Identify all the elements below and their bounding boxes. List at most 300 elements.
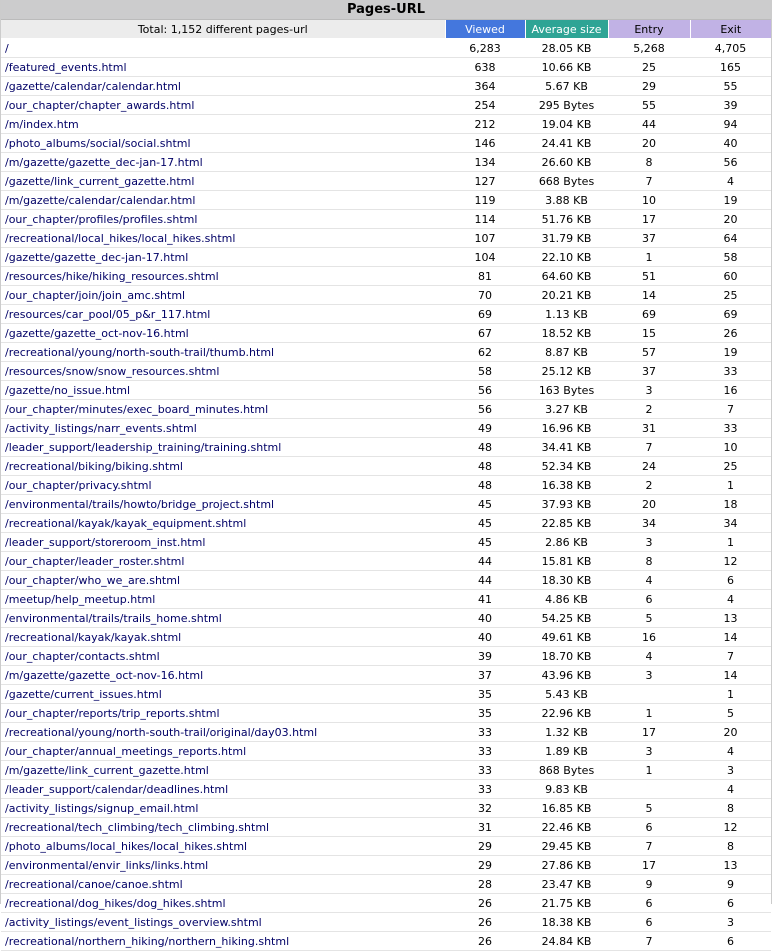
average-size-cell: 27.86 KB: [525, 856, 608, 875]
viewed-cell: 31: [445, 818, 525, 837]
viewed-column-header: Viewed: [445, 20, 525, 39]
total-pages-header: Total: 1,152 different pages-url: [1, 20, 445, 39]
entry-cell: 20: [608, 134, 690, 153]
average-size-cell: 24.41 KB: [525, 134, 608, 153]
page-url-link[interactable]: /environmental/trails/howto/bridge_project.shtml: [5, 497, 275, 511]
viewed-cell: 48: [445, 457, 525, 476]
table-row: [1, 115, 771, 134]
entry-column-header: Entry: [608, 20, 690, 39]
viewed-cell: 254: [445, 96, 525, 115]
entry-cell: 69: [608, 305, 690, 324]
entry-cell: 3: [608, 381, 690, 400]
table-row: [1, 267, 771, 286]
page-url-link[interactable]: /our_chapter/leader_roster.shtml: [5, 554, 185, 568]
average-size-cell: 22.96 KB: [525, 704, 608, 723]
table-row: [1, 134, 771, 153]
average-size-cell: 19.04 KB: [525, 115, 608, 134]
entry-cell: 7: [608, 932, 690, 951]
entry-cell: 2: [608, 400, 690, 419]
entry-cell: 4: [608, 647, 690, 666]
exit-cell: 14: [690, 628, 771, 647]
entry-cell: 37: [608, 229, 690, 248]
viewed-cell: 104: [445, 248, 525, 267]
page-url-link[interactable]: /gazette/gazette_oct-nov-16.html: [5, 326, 189, 340]
viewed-cell: 33: [445, 723, 525, 742]
page-url-link[interactable]: /our_chapter/minutes/exec_board_minutes.html: [5, 402, 269, 416]
exit-cell: 6: [690, 932, 771, 951]
exit-cell: 26: [690, 324, 771, 343]
page-url-link[interactable]: /environmental/trails/trails_home.shtml: [5, 611, 222, 625]
viewed-cell: 638: [445, 58, 525, 77]
entry-cell: 6: [608, 894, 690, 913]
entry-cell: 3: [608, 742, 690, 761]
entry-cell: 8: [608, 153, 690, 172]
page-url-cell: [1, 704, 445, 723]
table-row: [1, 96, 771, 115]
average-size-cell: 34.41 KB: [525, 438, 608, 457]
page-url-link[interactable]: /recreational/biking/biking.shtml: [5, 459, 183, 473]
average-size-cell: 18.52 KB: [525, 324, 608, 343]
page-url-link[interactable]: /m/gazette/link_current_gazette.html: [5, 763, 209, 777]
page-url-link[interactable]: /resources/hike/hiking_resources.shtml: [5, 269, 219, 283]
average-size-cell: 1.89 KB: [525, 742, 608, 761]
exit-cell: 20: [690, 723, 771, 742]
viewed-cell: 67: [445, 324, 525, 343]
average-size-cell: 163 Bytes: [525, 381, 608, 400]
pages-url-table: [1, 20, 771, 951]
table-body: [1, 39, 771, 951]
table-row: [1, 552, 771, 571]
viewed-cell: 134: [445, 153, 525, 172]
viewed-cell: 81: [445, 267, 525, 286]
table-row: [1, 704, 771, 723]
table-row: [1, 400, 771, 419]
table-row: [1, 799, 771, 818]
entry-cell: 3: [608, 666, 690, 685]
entry-cell: 7: [608, 438, 690, 457]
viewed-cell: 146: [445, 134, 525, 153]
table-row: [1, 419, 771, 438]
viewed-cell: 45: [445, 514, 525, 533]
viewed-cell: 364: [445, 77, 525, 96]
table-row: [1, 590, 771, 609]
table-row: [1, 932, 771, 951]
page-url-link[interactable]: /our_chapter/contacts.shtml: [5, 649, 160, 663]
table-row: [1, 723, 771, 742]
table-row: [1, 647, 771, 666]
page-url-cell: [1, 799, 445, 818]
page-url-link[interactable]: /recreational/kayak/kayak.shtml: [5, 630, 182, 644]
entry-cell: 17: [608, 856, 690, 875]
page-url-cell: [1, 153, 445, 172]
page-url-link[interactable]: /our_chapter/profiles/profiles.shtml: [5, 212, 198, 226]
average-size-cell: 18.70 KB: [525, 647, 608, 666]
table-row: [1, 913, 771, 932]
page-url-cell: [1, 134, 445, 153]
page-url-cell: [1, 191, 445, 210]
average-size-cell: 21.75 KB: [525, 894, 608, 913]
page-url-cell: [1, 761, 445, 780]
page-url-link[interactable]: /our_chapter/join/join_amc.shtml: [5, 288, 186, 302]
exit-cell: 69: [690, 305, 771, 324]
viewed-cell: 48: [445, 438, 525, 457]
exit-cell: 5: [690, 704, 771, 723]
entry-cell: 14: [608, 286, 690, 305]
average-size-cell: 4.86 KB: [525, 590, 608, 609]
entry-cell: 51: [608, 267, 690, 286]
table-row: [1, 742, 771, 761]
page-url-cell: [1, 267, 445, 286]
viewed-cell: 35: [445, 685, 525, 704]
average-size-cell: 29.45 KB: [525, 837, 608, 856]
exit-cell: 4,705: [690, 39, 771, 58]
entry-cell: 44: [608, 115, 690, 134]
average-size-cell: 22.46 KB: [525, 818, 608, 837]
table-row: [1, 818, 771, 837]
entry-cell: 55: [608, 96, 690, 115]
average-size-column-header: Average size: [525, 20, 608, 39]
page-url-link[interactable]: /leader_support/storeroom_inst.html: [5, 535, 206, 549]
average-size-cell: 3.27 KB: [525, 400, 608, 419]
page-url-cell: [1, 780, 445, 799]
average-size-cell: 2.86 KB: [525, 533, 608, 552]
entry-cell: 9: [608, 875, 690, 894]
viewed-cell: 119: [445, 191, 525, 210]
average-size-cell: 5.43 KB: [525, 685, 608, 704]
average-size-cell: 43.96 KB: [525, 666, 608, 685]
entry-cell: 10: [608, 191, 690, 210]
average-size-cell: 1.32 KB: [525, 723, 608, 742]
average-size-cell: 51.76 KB: [525, 210, 608, 229]
page-url-cell: [1, 590, 445, 609]
exit-cell: 34: [690, 514, 771, 533]
table-row: [1, 248, 771, 267]
page-url-cell: [1, 837, 445, 856]
average-size-cell: 25.12 KB: [525, 362, 608, 381]
page-url-cell: [1, 685, 445, 704]
entry-cell: [608, 780, 690, 799]
viewed-cell: 62: [445, 343, 525, 362]
entry-cell: 1: [608, 761, 690, 780]
page-url-link[interactable]: /recreational/kayak/kayak_equipment.shtml: [5, 516, 247, 530]
page-url-cell: [1, 856, 445, 875]
average-size-cell: 52.34 KB: [525, 457, 608, 476]
average-size-cell: 15.81 KB: [525, 552, 608, 571]
page-url-link[interactable]: /environmental/envir_links/links.html: [5, 858, 209, 872]
average-size-cell: 3.88 KB: [525, 191, 608, 210]
exit-cell: 4: [690, 172, 771, 191]
entry-cell: 2: [608, 476, 690, 495]
page-url-link[interactable]: /recreational/dog_hikes/dog_hikes.shtml: [5, 896, 226, 910]
average-size-cell: 22.10 KB: [525, 248, 608, 267]
page-url-link[interactable]: /recreational/tech_climbing/tech_climbing.shtml: [5, 820, 270, 834]
page-url-cell: [1, 362, 445, 381]
page-url-link[interactable]: /our_chapter/who_we_are.shtml: [5, 573, 181, 587]
average-size-cell: 28.05 KB: [525, 39, 608, 58]
page-url-cell: [1, 419, 445, 438]
exit-cell: 3: [690, 761, 771, 780]
page-url-cell: [1, 647, 445, 666]
viewed-cell: 44: [445, 552, 525, 571]
table-row: [1, 172, 771, 191]
table-row: [1, 229, 771, 248]
viewed-cell: 56: [445, 381, 525, 400]
entry-cell: 17: [608, 210, 690, 229]
page-url-cell: [1, 248, 445, 267]
page-url-cell: [1, 875, 445, 894]
average-size-cell: 20.21 KB: [525, 286, 608, 305]
page-url-cell: [1, 115, 445, 134]
page-url-link[interactable]: /m/gazette/calendar/calendar.html: [5, 193, 196, 207]
page-url-cell: [1, 894, 445, 913]
entry-cell: 1: [608, 704, 690, 723]
exit-cell: 4: [690, 742, 771, 761]
average-size-cell: 868 Bytes: [525, 761, 608, 780]
table-row: [1, 438, 771, 457]
page-url-link[interactable]: /gazette/calendar/calendar.html: [5, 79, 181, 93]
table-row: [1, 666, 771, 685]
page-url-link[interactable]: /recreational/northern_hiking/northern_hiking.shtml: [5, 934, 290, 948]
exit-cell: 12: [690, 818, 771, 837]
table-header-row: [1, 20, 771, 39]
viewed-cell: 56: [445, 400, 525, 419]
page-url-cell: [1, 457, 445, 476]
page-url-cell: [1, 381, 445, 400]
table-row: [1, 362, 771, 381]
page-url-link[interactable]: /recreational/young/north-south-trail/thumb.html: [5, 345, 275, 359]
exit-cell: 12: [690, 552, 771, 571]
entry-cell: 7: [608, 837, 690, 856]
entry-cell: 5,268: [608, 39, 690, 58]
average-size-cell: 668 Bytes: [525, 172, 608, 191]
exit-cell: 1: [690, 685, 771, 704]
exit-cell: 19: [690, 191, 771, 210]
table-row: [1, 210, 771, 229]
exit-cell: 8: [690, 799, 771, 818]
exit-cell: 60: [690, 267, 771, 286]
table-row: [1, 685, 771, 704]
average-size-cell: 16.85 KB: [525, 799, 608, 818]
page-url-link[interactable]: /our_chapter/annual_meetings_reports.html: [5, 744, 247, 758]
viewed-cell: 45: [445, 533, 525, 552]
table-row: [1, 153, 771, 172]
exit-cell: 6: [690, 571, 771, 590]
entry-cell: 5: [608, 799, 690, 818]
table-row: [1, 39, 771, 58]
viewed-cell: 26: [445, 894, 525, 913]
table-row: [1, 856, 771, 875]
page-url-link[interactable]: /featured_events.html: [5, 60, 127, 74]
table-row: [1, 533, 771, 552]
viewed-cell: 58: [445, 362, 525, 381]
table-row: [1, 761, 771, 780]
average-size-cell: 295 Bytes: [525, 96, 608, 115]
table-row: [1, 609, 771, 628]
average-size-cell: 9.83 KB: [525, 780, 608, 799]
exit-cell: 10: [690, 438, 771, 457]
table-row: [1, 343, 771, 362]
page-url-link[interactable]: /m/gazette/gazette_dec-jan-17.html: [5, 155, 203, 169]
page-url-link[interactable]: /our_chapter/reports/trip_reports.shtml: [5, 706, 220, 720]
exit-cell: 4: [690, 590, 771, 609]
entry-cell: 16: [608, 628, 690, 647]
entry-cell: [608, 685, 690, 704]
page-url-link[interactable]: /activity_listings/event_listings_overview.shtml: [5, 915, 262, 929]
viewed-cell: 41: [445, 590, 525, 609]
exit-cell: 19: [690, 343, 771, 362]
page-url-link[interactable]: /recreational/young/north-south-trail/original/day03.html: [5, 725, 318, 739]
viewed-cell: 70: [445, 286, 525, 305]
table-row: [1, 286, 771, 305]
page-url-link[interactable]: /our_chapter/privacy.shtml: [5, 478, 152, 492]
average-size-cell: 54.25 KB: [525, 609, 608, 628]
average-size-cell: 1.13 KB: [525, 305, 608, 324]
entry-cell: 1: [608, 248, 690, 267]
viewed-cell: 69: [445, 305, 525, 324]
average-size-cell: 8.87 KB: [525, 343, 608, 362]
page-url-link[interactable]: /: [5, 41, 9, 55]
page-url-cell: [1, 932, 445, 951]
table-row: [1, 457, 771, 476]
entry-cell: 25: [608, 58, 690, 77]
exit-cell: 25: [690, 457, 771, 476]
average-size-cell: 5.67 KB: [525, 77, 608, 96]
viewed-cell: 48: [445, 476, 525, 495]
exit-cell: 8: [690, 837, 771, 856]
page-url-link[interactable]: /recreational/canoe/canoe.shtml: [5, 877, 183, 891]
page-url-link[interactable]: /leader_support/leadership_training/training.shtml: [5, 440, 282, 454]
exit-cell: 1: [690, 476, 771, 495]
page-url-link[interactable]: /activity_listings/signup_email.html: [5, 801, 199, 815]
entry-cell: 7: [608, 172, 690, 191]
page-url-link[interactable]: /m/gazette/gazette_oct-nov-16.html: [5, 668, 204, 682]
table-row: [1, 495, 771, 514]
entry-cell: 6: [608, 913, 690, 932]
page-url-link[interactable]: /activity_listings/narr_events.shtml: [5, 421, 197, 435]
average-size-cell: 64.60 KB: [525, 267, 608, 286]
exit-cell: 3: [690, 913, 771, 932]
page-url-link[interactable]: /recreational/local_hikes/local_hikes.shtml: [5, 231, 236, 245]
exit-cell: 25: [690, 286, 771, 305]
page-url-cell: [1, 514, 445, 533]
page-url-link[interactable]: /gazette/link_current_gazette.html: [5, 174, 195, 188]
page-url-cell: [1, 552, 445, 571]
viewed-cell: 33: [445, 780, 525, 799]
page-url-link[interactable]: /m/index.htm: [5, 117, 79, 131]
average-size-cell: 16.96 KB: [525, 419, 608, 438]
exit-cell: 1: [690, 533, 771, 552]
average-size-cell: 23.47 KB: [525, 875, 608, 894]
page-url-link[interactable]: /meetup/help_meetup.html: [5, 592, 156, 606]
entry-cell: 5: [608, 609, 690, 628]
viewed-cell: 45: [445, 495, 525, 514]
entry-cell: 8: [608, 552, 690, 571]
page-url-cell: [1, 77, 445, 96]
exit-cell: 4: [690, 780, 771, 799]
average-size-cell: 49.61 KB: [525, 628, 608, 647]
page-url-link[interactable]: /photo_albums/local_hikes/local_hikes.shtml: [5, 839, 248, 853]
viewed-cell: 39: [445, 647, 525, 666]
page-url-cell: [1, 495, 445, 514]
viewed-cell: 40: [445, 628, 525, 647]
entry-cell: 15: [608, 324, 690, 343]
entry-cell: 37: [608, 362, 690, 381]
table-row: [1, 837, 771, 856]
page-url-link[interactable]: /resources/snow/snow_resources.shtml: [5, 364, 220, 378]
page-url-cell: [1, 571, 445, 590]
page-url-link[interactable]: /resources/car_pool/05_p&r_117.html: [5, 307, 211, 321]
viewed-cell: 33: [445, 761, 525, 780]
page-url-cell: [1, 476, 445, 495]
exit-cell: 39: [690, 96, 771, 115]
entry-cell: 29: [608, 77, 690, 96]
exit-column-header: Exit: [690, 20, 771, 39]
table-row: [1, 324, 771, 343]
page-url-cell: [1, 305, 445, 324]
table-row: [1, 305, 771, 324]
page-url-cell: [1, 286, 445, 305]
average-size-cell: 26.60 KB: [525, 153, 608, 172]
page-url-cell: [1, 58, 445, 77]
page-url-cell: [1, 39, 445, 58]
table-row: [1, 875, 771, 894]
table-row: [1, 514, 771, 533]
page-url-cell: [1, 229, 445, 248]
entry-cell: 20: [608, 495, 690, 514]
exit-cell: 33: [690, 362, 771, 381]
page-url-link[interactable]: /gazette/no_issue.html: [5, 383, 131, 397]
page-url-cell: [1, 210, 445, 229]
table-row: [1, 780, 771, 799]
exit-cell: 13: [690, 856, 771, 875]
exit-cell: 6: [690, 894, 771, 913]
entry-cell: 57: [608, 343, 690, 362]
page-url-cell: [1, 172, 445, 191]
exit-cell: 165: [690, 58, 771, 77]
entry-cell: 4: [608, 571, 690, 590]
page-url-cell: [1, 742, 445, 761]
viewed-cell: 33: [445, 742, 525, 761]
viewed-cell: 37: [445, 666, 525, 685]
page-url-link[interactable]: /gazette/gazette_dec-jan-17.html: [5, 250, 189, 264]
exit-cell: 16: [690, 381, 771, 400]
page-url-cell: [1, 913, 445, 932]
viewed-cell: 26: [445, 932, 525, 951]
exit-cell: 56: [690, 153, 771, 172]
entry-cell: 6: [608, 590, 690, 609]
page-url-link[interactable]: /photo_albums/social/social.shtml: [5, 136, 191, 150]
page-url-cell: [1, 609, 445, 628]
viewed-cell: 6,283: [445, 39, 525, 58]
page-url-cell: [1, 666, 445, 685]
page-url-link[interactable]: /leader_support/calendar/deadlines.html: [5, 782, 229, 796]
table-row: [1, 381, 771, 400]
entry-cell: 17: [608, 723, 690, 742]
viewed-cell: 29: [445, 856, 525, 875]
exit-cell: 58: [690, 248, 771, 267]
table-row: [1, 58, 771, 77]
page-url-cell: [1, 96, 445, 115]
page-url-link[interactable]: /gazette/current_issues.html: [5, 687, 162, 701]
viewed-cell: 49: [445, 419, 525, 438]
page-url-cell: [1, 628, 445, 647]
page-url-link[interactable]: /our_chapter/chapter_awards.html: [5, 98, 195, 112]
average-size-cell: 10.66 KB: [525, 58, 608, 77]
page-url-cell: [1, 343, 445, 362]
exit-cell: 9: [690, 875, 771, 894]
exit-cell: 18: [690, 495, 771, 514]
page-url-cell: [1, 533, 445, 552]
